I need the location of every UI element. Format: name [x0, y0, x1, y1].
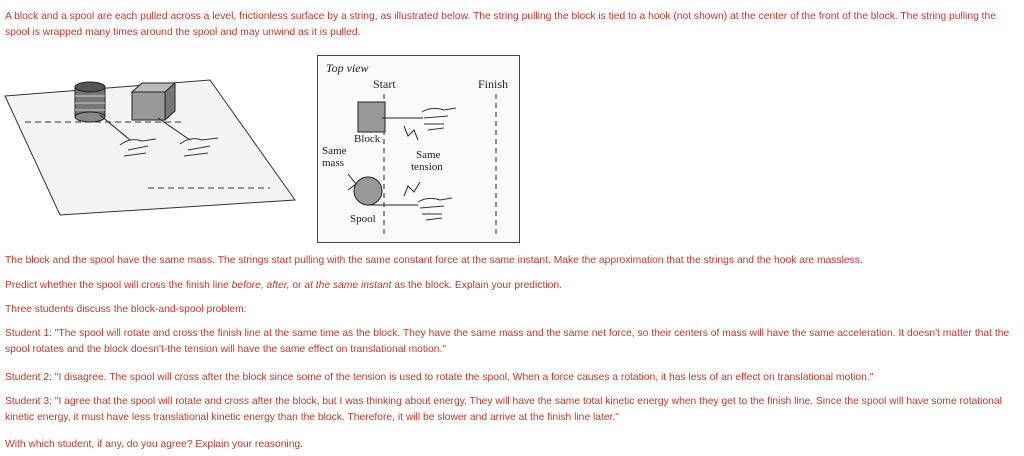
- start-label: Start: [373, 77, 396, 91]
- hand-top-icon: [422, 108, 456, 130]
- perspective-figure: [0, 70, 300, 220]
- discuss-text: Three students discuss the block-and-spool problem:: [5, 304, 247, 315]
- same-tension-label-2: tension: [411, 161, 443, 173]
- block-label: Block: [354, 133, 381, 145]
- problem-intro: A block and a spool are each pulled across a level, frictionless surface by a string, as illustrated below. The string pulling the block is tied to a hook (not shown) at the center of the front of the block. The string pulling the spool is wrapped many times around the spool and may unwind as it is pulled.: [5, 11, 996, 38]
- student-2-text: Student 2: "I disagree. The spool will cross after the block since some of the tension is used to rotate the spool. When a force causes a rotation, it has less of an effect on translational motion.": [5, 372, 874, 383]
- predict-option-2: at the same instant: [304, 280, 392, 291]
- block-3d: [132, 83, 175, 120]
- predict-lead: Predict whether the spool will cross the finish line: [5, 280, 232, 291]
- question-text: With which student, if any, do you agree? Explain your reasoning.: [5, 439, 304, 450]
- tension-mark-bottom: [404, 182, 420, 196]
- same-tension-label-1: Same: [416, 149, 441, 161]
- top-view-drawing: [318, 56, 519, 242]
- top-view-figure: [317, 55, 520, 243]
- predict-tail: as the block. Explain your prediction.: [391, 280, 562, 291]
- spool-label: Spool: [350, 213, 376, 225]
- same-mass-label-1: Same: [322, 145, 347, 157]
- predict-option-1: before, after,: [231, 280, 290, 291]
- hand-bottom-icon: [418, 198, 452, 220]
- spool-shape: [354, 177, 382, 205]
- finish-label: Finish: [478, 77, 509, 91]
- predict-or: or: [289, 280, 305, 291]
- block-shape: [358, 102, 385, 132]
- student-1-text: Student 1: "The spool will rotate and cross the finish line at the same time as the block. They have the same mass and the same net force, so their centers of mass will have the same acceleration. It doesn't matter that the spool rotates and the block doesn't-the tension will have the same effect on translational motion.": [5, 328, 1010, 355]
- student-3-text: Student 3: "I agree that the spool will rotate and cross after the block, but I was thinking about energy. They will have the same total kinetic energy when they get to the finish line. Since the spool will have some rotational kinetic energy, it must have less translational kinetic energy than the block. Therefore, it will be slower and arrive at the finish line later.": [5, 396, 1002, 423]
- setup-text: The block and the spool have the same mass. The strings start pulling with the same constant force at the same instant. Make the approximation that the strings and the hook are massless.: [5, 255, 863, 266]
- tension-mark-top: [404, 126, 418, 140]
- figure-title: Top view: [326, 61, 369, 75]
- same-mass-label-2: mass: [322, 157, 344, 169]
- predict-text: [5, 278, 562, 294]
